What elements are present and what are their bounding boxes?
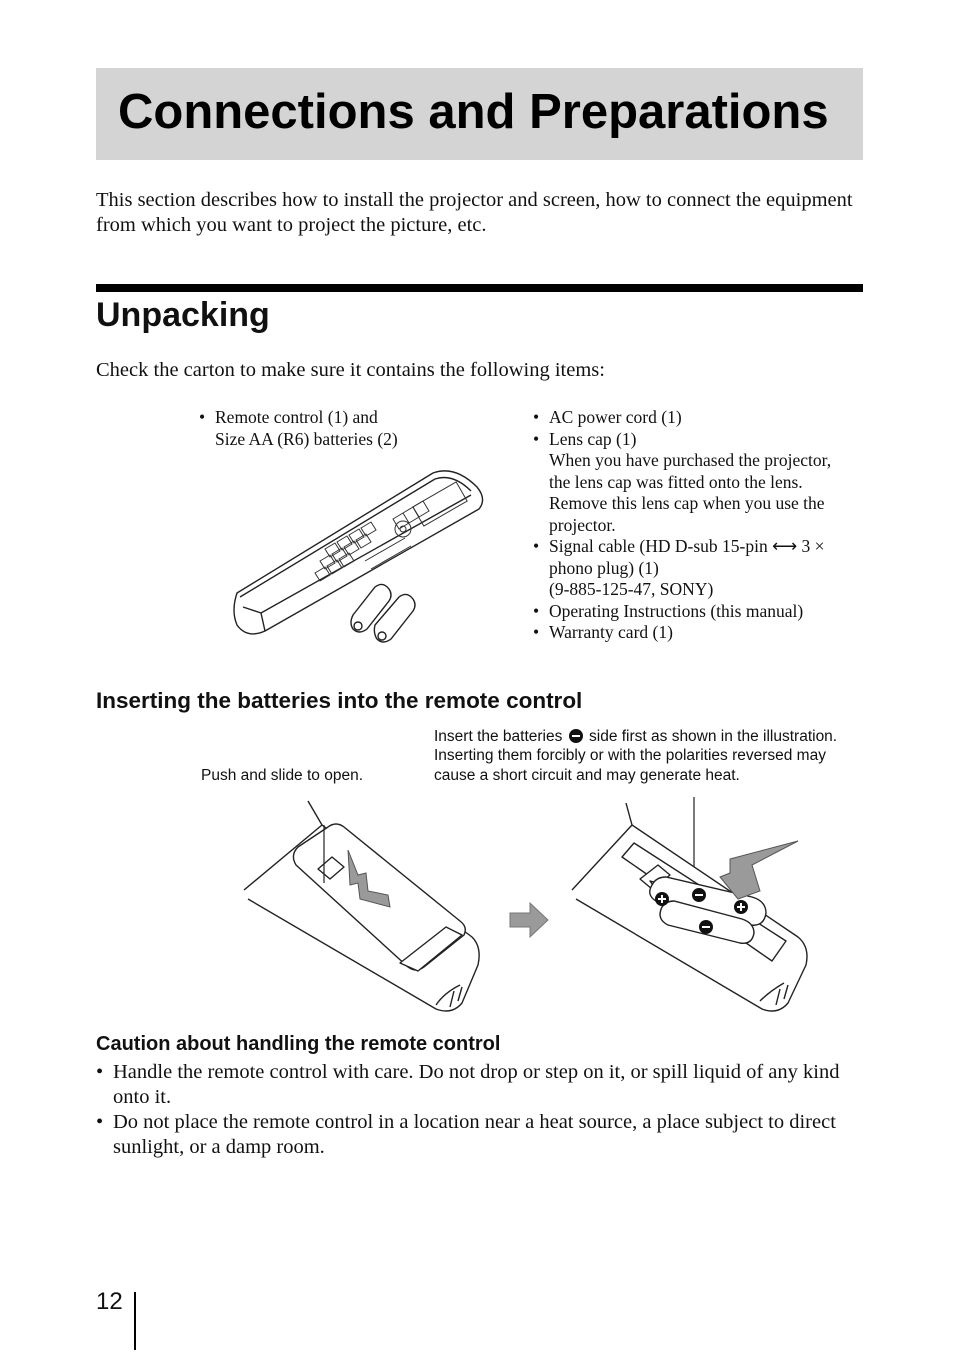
remote-control-icon	[225, 465, 495, 650]
page-number: 12	[96, 1288, 123, 1315]
battery-icon	[351, 584, 415, 642]
section-rule	[96, 284, 863, 292]
list-item-line: • Signal cable (HD D-sub 15-pin ⟷ 3 ×	[549, 536, 825, 556]
insert-note-text: side first as shown in the illustration.	[589, 728, 838, 745]
check-carton-text: Check the carton to make sure it contains the following items:	[96, 359, 605, 381]
insert-note	[434, 727, 874, 785]
section-title: Unpacking	[96, 296, 270, 334]
list-item-line: (9-885-125-47, SONY)	[549, 579, 714, 599]
caution-list	[96, 1060, 866, 1160]
list-item-line: • Remote control (1) and	[215, 407, 378, 427]
list-item-line: When you have purchased the projector,	[549, 450, 832, 470]
list-item-line: the lens cap was fitted onto the lens.	[549, 471, 803, 492]
list-item	[533, 407, 863, 429]
push-note: Push and slide to open.	[201, 767, 364, 784]
list-item-line: • Lens cap (1)	[549, 428, 637, 449]
contents-list-right	[533, 407, 863, 644]
list-item-line: Size AA (R6) batteries (2)	[215, 428, 398, 449]
list-item-line: • Warranty card (1)	[549, 622, 673, 642]
list-item	[533, 601, 863, 623]
caution-item: • Handle the remote control with care. Do not drop or step on it, or spill liquid of any kind onto it.	[96, 1060, 866, 1110]
list-item	[533, 536, 863, 601]
intro-paragraph: This section describes how to install the projector and screen, how to connect the equipment from which you want to project the picture, etc.	[96, 189, 853, 236]
contents-list-left	[199, 407, 499, 450]
insert-arrow-icon	[720, 841, 798, 899]
insert-note-text: Inserting them forcibly or with the polarities reversed may	[434, 747, 826, 765]
insert-note-text: Insert the batteries	[434, 728, 563, 745]
chapter-title: Connections and Preparations	[118, 85, 829, 139]
list-item-line: • AC power cord (1)	[549, 407, 682, 427]
list-item-line: phono plug) (1)	[549, 557, 659, 578]
insert-note-text: cause a short circuit and may generate heat.	[434, 766, 740, 784]
battery-compartment-illustration	[570, 795, 815, 1020]
list-item-line: projector.	[549, 514, 616, 535]
arrow-right-icon	[510, 903, 550, 937]
caution-item: • Do not place the remote control in a location near a heat source, a place subject to direct sunlight, or a damp room.	[96, 1110, 866, 1160]
list-item	[199, 407, 499, 450]
list-item-line: • Operating Instructions (this manual)	[549, 600, 804, 621]
caution-heading: Caution about handling the remote control	[96, 1033, 501, 1055]
list-item	[533, 429, 863, 537]
minus-polarity-icon	[569, 729, 583, 743]
list-item-line: Remove this lens cap when you use the	[549, 493, 825, 513]
page-number-rule	[134, 1292, 136, 1350]
batteries-heading: Inserting the batteries into the remote control	[96, 688, 583, 713]
remote-back-cover-illustration	[240, 795, 490, 1020]
list-item	[533, 622, 863, 644]
chapter-banner	[96, 68, 863, 160]
